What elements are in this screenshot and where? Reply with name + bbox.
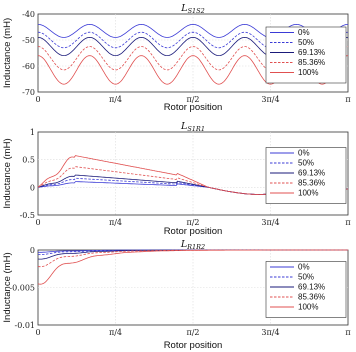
chart-title-subscript: S1S2: [187, 7, 205, 15]
legend-entry: 85.36%: [298, 292, 326, 302]
y-axis-label: Inductance (mH): [2, 17, 13, 89]
x-tick-label: 0: [35, 218, 41, 227]
x-tick-label: 3π/4: [261, 328, 280, 337]
legend-entry: 50%: [298, 158, 315, 168]
chart-title: [180, 3, 205, 15]
y-tick-label: -0.005: [9, 283, 35, 293]
chart-title-main: L: [180, 239, 188, 250]
x-axis-label: Rotor position: [163, 226, 223, 237]
y-tick-label: -60: [22, 62, 35, 71]
legend-entry: 69.13%: [298, 282, 326, 292]
legend-entry: 0%: [298, 262, 310, 272]
y-axis-label: Inductance (mH): [2, 252, 13, 323]
legend-entry: 69.13%: [298, 168, 326, 178]
y-tick-label: 0: [29, 246, 35, 255]
x-tick-label: 0: [35, 95, 41, 104]
x-axis-label: Rotor position: [163, 102, 223, 113]
y-tick-label: 1: [29, 128, 35, 137]
y-tick-label: -40: [22, 10, 35, 19]
legend-entry: 85.36%: [298, 58, 326, 67]
legend-entry: 85.36%: [298, 178, 326, 188]
chart-title-main: L: [181, 121, 188, 132]
y-tick-label: 0.5: [22, 155, 35, 165]
legend-entry: 50%: [298, 38, 315, 47]
x-tick-label: π/4: [108, 218, 123, 227]
chart-title-main: L: [181, 3, 188, 14]
chart-title: [180, 121, 205, 133]
legend-entry: 100%: [298, 188, 319, 198]
x-tick-label: π: [345, 218, 351, 227]
x-tick-label: π/2: [186, 328, 200, 337]
legend-entry: 0%: [298, 28, 310, 37]
y-tick-label: -0.01: [14, 321, 35, 330]
legend-entry: 50%: [298, 272, 315, 282]
x-tick-label: π/2: [186, 218, 200, 227]
legend-entry: 0%: [298, 148, 310, 158]
x-tick-label: π/4: [108, 95, 123, 104]
x-tick-label: 3π/4: [261, 95, 280, 104]
legend-entry: 100%: [298, 68, 319, 77]
x-tick-label: π/4: [108, 328, 123, 337]
x-tick-label: 0: [35, 328, 41, 337]
y-tick-label: -50: [22, 36, 35, 45]
x-tick-label: 3π/4: [261, 218, 280, 227]
y-tick-label: -0.5: [19, 211, 35, 220]
legend-entry: 100%: [298, 302, 319, 312]
x-axis-label: Rotor position: [163, 340, 223, 351]
y-tick-label: 0: [29, 183, 35, 193]
x-tick-label: π: [345, 95, 351, 104]
chart-title-subscript: R1R2: [187, 243, 206, 251]
chart-title: [180, 239, 205, 251]
x-tick-label: π/2: [186, 95, 200, 104]
legend-entry: 69.13%: [298, 48, 326, 57]
y-tick-label: -70: [22, 88, 35, 97]
x-tick-label: π: [345, 328, 351, 337]
y-axis-label: Inductance (mH): [2, 138, 13, 209]
chart-title-subscript: S1R1: [187, 125, 205, 133]
